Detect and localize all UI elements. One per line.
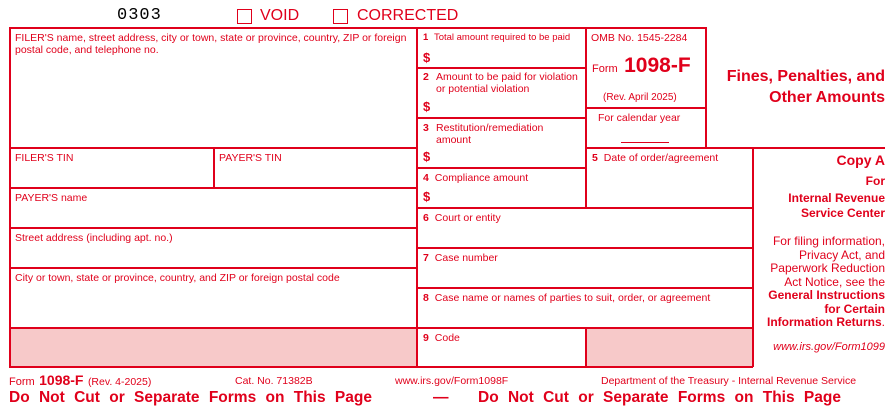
omb-revision: (Rev. April 2025) <box>603 92 677 103</box>
copy-info-line: For filing information, <box>772 234 885 248</box>
box1-number: 1 <box>423 32 429 43</box>
footer-revision: (Rev. 4-2025) <box>87 376 152 388</box>
payer-street-label[interactable]: Street address (including apt. no.) <box>15 232 173 244</box>
shaded-area-right <box>586 328 753 367</box>
corrected-label: CORRECTED <box>357 7 459 24</box>
do-not-cut-right: Do Not Cut or Separate Forms on This Page <box>478 389 841 406</box>
box3-text: Restitution/remediation amount <box>436 122 544 146</box>
omb-form-name: 1098-F <box>624 54 691 77</box>
footer-cat-no: Cat. No. 71382B <box>235 375 313 387</box>
copy-info-line: Privacy Act, and <box>798 247 885 262</box>
shaded-area-left <box>9 328 417 367</box>
box4-text: Compliance amount <box>434 172 529 184</box>
box8-number: 8 <box>423 292 429 304</box>
box2-number: 2 <box>423 71 429 83</box>
box2-label[interactable] <box>423 71 583 95</box>
do-not-cut-dash: — <box>433 389 449 406</box>
box1-label[interactable] <box>423 32 570 44</box>
filer-tin-label[interactable]: FILER'S TIN <box>15 152 74 164</box>
box4-label[interactable] <box>423 172 528 184</box>
copy-info-line: Act Notice, see the <box>784 274 885 289</box>
footer-form-id <box>9 372 151 390</box>
box7-text: Case number <box>434 252 498 264</box>
box8-label[interactable] <box>423 292 710 304</box>
footer-form-name: 1098-F <box>39 372 84 388</box>
box5-text: Date of order/agreement <box>603 152 719 164</box>
box8-text: Case name or names of parties to suit, order, or agreement <box>434 292 711 304</box>
copy-panel <box>753 151 885 354</box>
do-not-cut-left: Do Not Cut or Separate Forms on This Page <box>9 389 372 406</box>
box2-currency: $ <box>423 99 431 114</box>
filer-info-label[interactable]: FILER'S name, street address, city or town, state or province, country, ZIP or foreign postal code, and telephone no. <box>15 32 407 56</box>
corrected-checkbox[interactable] <box>333 9 348 24</box>
omb-number: OMB No. 1545-2284 <box>591 32 688 44</box>
box1-text: Total amount required to be paid <box>433 32 571 43</box>
calendar-year-label[interactable]: For calendar year <box>598 112 681 124</box>
box4-number: 4 <box>423 172 429 184</box>
form-title <box>706 66 885 108</box>
footer-department: Department of the Treasury - Internal Revenue Service <box>601 375 857 387</box>
footer-form-word: Form <box>9 376 35 388</box>
copy-irs-line1: Internal Revenue <box>788 191 885 205</box>
copy-info-text <box>753 235 885 330</box>
copy-irs-line2: Service Center <box>800 206 885 220</box>
box5-number: 5 <box>592 152 598 164</box>
box6-number: 6 <box>423 212 429 224</box>
box9-text: Code <box>434 332 460 344</box>
copy-gi-period: . <box>881 315 885 329</box>
box3-currency: $ <box>423 149 431 164</box>
void-label: VOID <box>260 7 300 24</box>
copy-for-label: For <box>865 174 885 188</box>
omb-form-word: Form <box>592 63 618 75</box>
form-title-line1: Fines, Penalties, and <box>726 68 885 85</box>
form-code: 0303 <box>117 6 162 25</box>
box7-label[interactable] <box>423 252 498 264</box>
form-title-line2: Other Amounts <box>769 89 885 106</box>
box3-number: 3 <box>423 122 429 134</box>
box7-number: 7 <box>423 252 429 264</box>
box5-label[interactable] <box>592 152 718 164</box>
box6-text: Court or entity <box>434 212 501 224</box>
payer-name-label[interactable]: PAYER'S name <box>15 192 88 204</box>
copy-url[interactable]: www.irs.gov/Form1099 <box>773 340 885 353</box>
payer-city-label[interactable]: City or town, state or province, country, and ZIP or foreign postal code <box>15 272 340 284</box>
box6-label[interactable] <box>423 212 501 224</box>
copy-gi-last <box>753 316 885 330</box>
omb-form-id <box>592 54 691 78</box>
box9-number: 9 <box>423 332 429 344</box>
copy-gi-line: General Instructions <box>768 288 885 302</box>
copy-info-line: Paperwork Reduction <box>770 261 885 275</box>
void-checkbox[interactable] <box>237 9 252 24</box>
box1-currency: $ <box>423 50 431 65</box>
payer-tin-label[interactable]: PAYER'S TIN <box>219 152 282 164</box>
box9-label[interactable] <box>423 332 460 344</box>
copy-label: Copy A <box>836 152 885 168</box>
box2-text: Amount to be paid for violation or potential violation <box>436 71 578 95</box>
copy-gi-line: Information Returns <box>766 315 882 329</box>
copy-gi-line: for Certain <box>824 301 885 316</box>
box4-currency: $ <box>423 189 431 204</box>
footer-url[interactable]: www.irs.gov/Form1098F <box>395 375 509 387</box>
box3-label[interactable] <box>423 122 573 146</box>
